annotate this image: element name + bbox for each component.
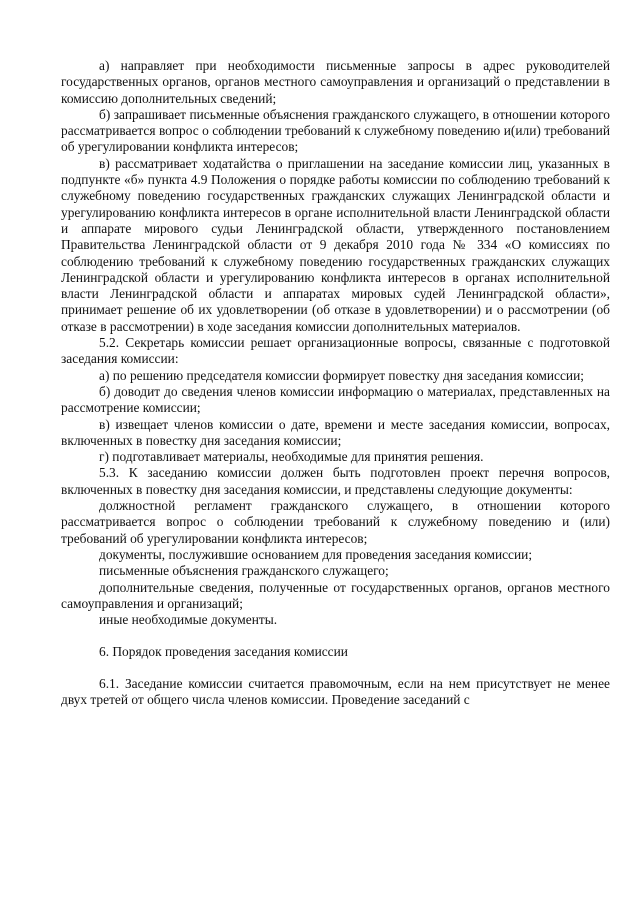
paragraph-5-1-a: а) направляет при необходимости письменные запросы в адрес руководителей государственных органов, органов местного самоуправления и организаций о представлении в комиссию дополнительных сведений; [61, 58, 610, 106]
paragraph-6-1: 6.1. Заседание комиссии считается правомочным, если на нем присутствует не менее двух третей от общего числа членов комиссии. Проведение заседаний с [61, 675, 610, 707]
paragraph-5-2: 5.2. Секретарь комиссии решает организационные вопросы, связанные с подготовкой заседания комиссии: [61, 335, 610, 367]
document-item-explanations: письменные объяснения гражданского служащего; [99, 563, 389, 579]
paragraph-5-2-a: а) по решению председателя комиссии формирует повестку дня заседания комиссии; [99, 367, 584, 383]
paragraph-5-2-b: б) доводит до сведения членов комиссии информацию о материалах, представленных на рассмотрение комиссии; [61, 383, 610, 416]
paragraph-5-2-v: в) извещает членов комиссии о дате, времени и месте заседания комиссии, вопросах, включенных в повестку дня заседания комиссии; [61, 416, 610, 448]
document-item-grounds: документы, послужившие основанием для проведения заседания комиссии; [99, 546, 533, 562]
document-item-regulation: должностной регламент гражданского служащего, в отношении которого рассматривается вопрос о соблюдении требований к служебному поведению и (или) требований об урегулировании конфликта интересов; [61, 498, 610, 546]
section-heading: 6. Порядок проведения заседания комиссии [99, 644, 348, 660]
paragraph-5-1-b: б) запрашивает письменные объяснения гражданского служащего, в отношении которого рассматривается вопрос о соблюдении требований к служебному поведению и(или) требований об урегулировании конфликта интересов; [61, 106, 610, 155]
paragraph-5-2-g: г) подготавливает материалы, необходимые для принятия решения. [99, 449, 484, 465]
document-item-other: иные необходимые документы. [99, 612, 278, 628]
paragraph-5-1-v: в) рассматривает ходатайства о приглашении на заседание комиссии лиц, указанных в подпункте «б» пункта 4.9 Положения о порядке работы комиссии по соблюдению требований к служебному поведению государственных гражданских служащих Ленинградской области и урегулированию конфликта интересов в органе исполнительной власти Ленинградской области и аппарате мирового судьи Ленинградской области, утвержденного постановлением Правительства Ленинградской области от 9 декабря 2010 года № 334 «О комиссиях по соблюдению требований к служебному поведению государственных гражданских служащих Ленинградской области и урегулированию конфликта интересов в органах исполнительной власти Ленинградской области и аппаратах мировых судей Ленинградской области», принимает решение об их удовлетворении (об отказе в удовлетворении) и о рассмотрении (об отказе в рассмотрении) в ходе заседания комиссии дополнительных материалов. [61, 155, 610, 334]
paragraph-5-3: 5.3. К заседанию комиссии должен быть подготовлен проект перечня вопросов, включенных в повестку дня заседания комиссии, и представлены следующие документы: [61, 465, 610, 497]
document-item-additional-info: дополнительные сведения, полученные от государственных органов, органов местного самоуправления и организаций; [61, 579, 610, 611]
